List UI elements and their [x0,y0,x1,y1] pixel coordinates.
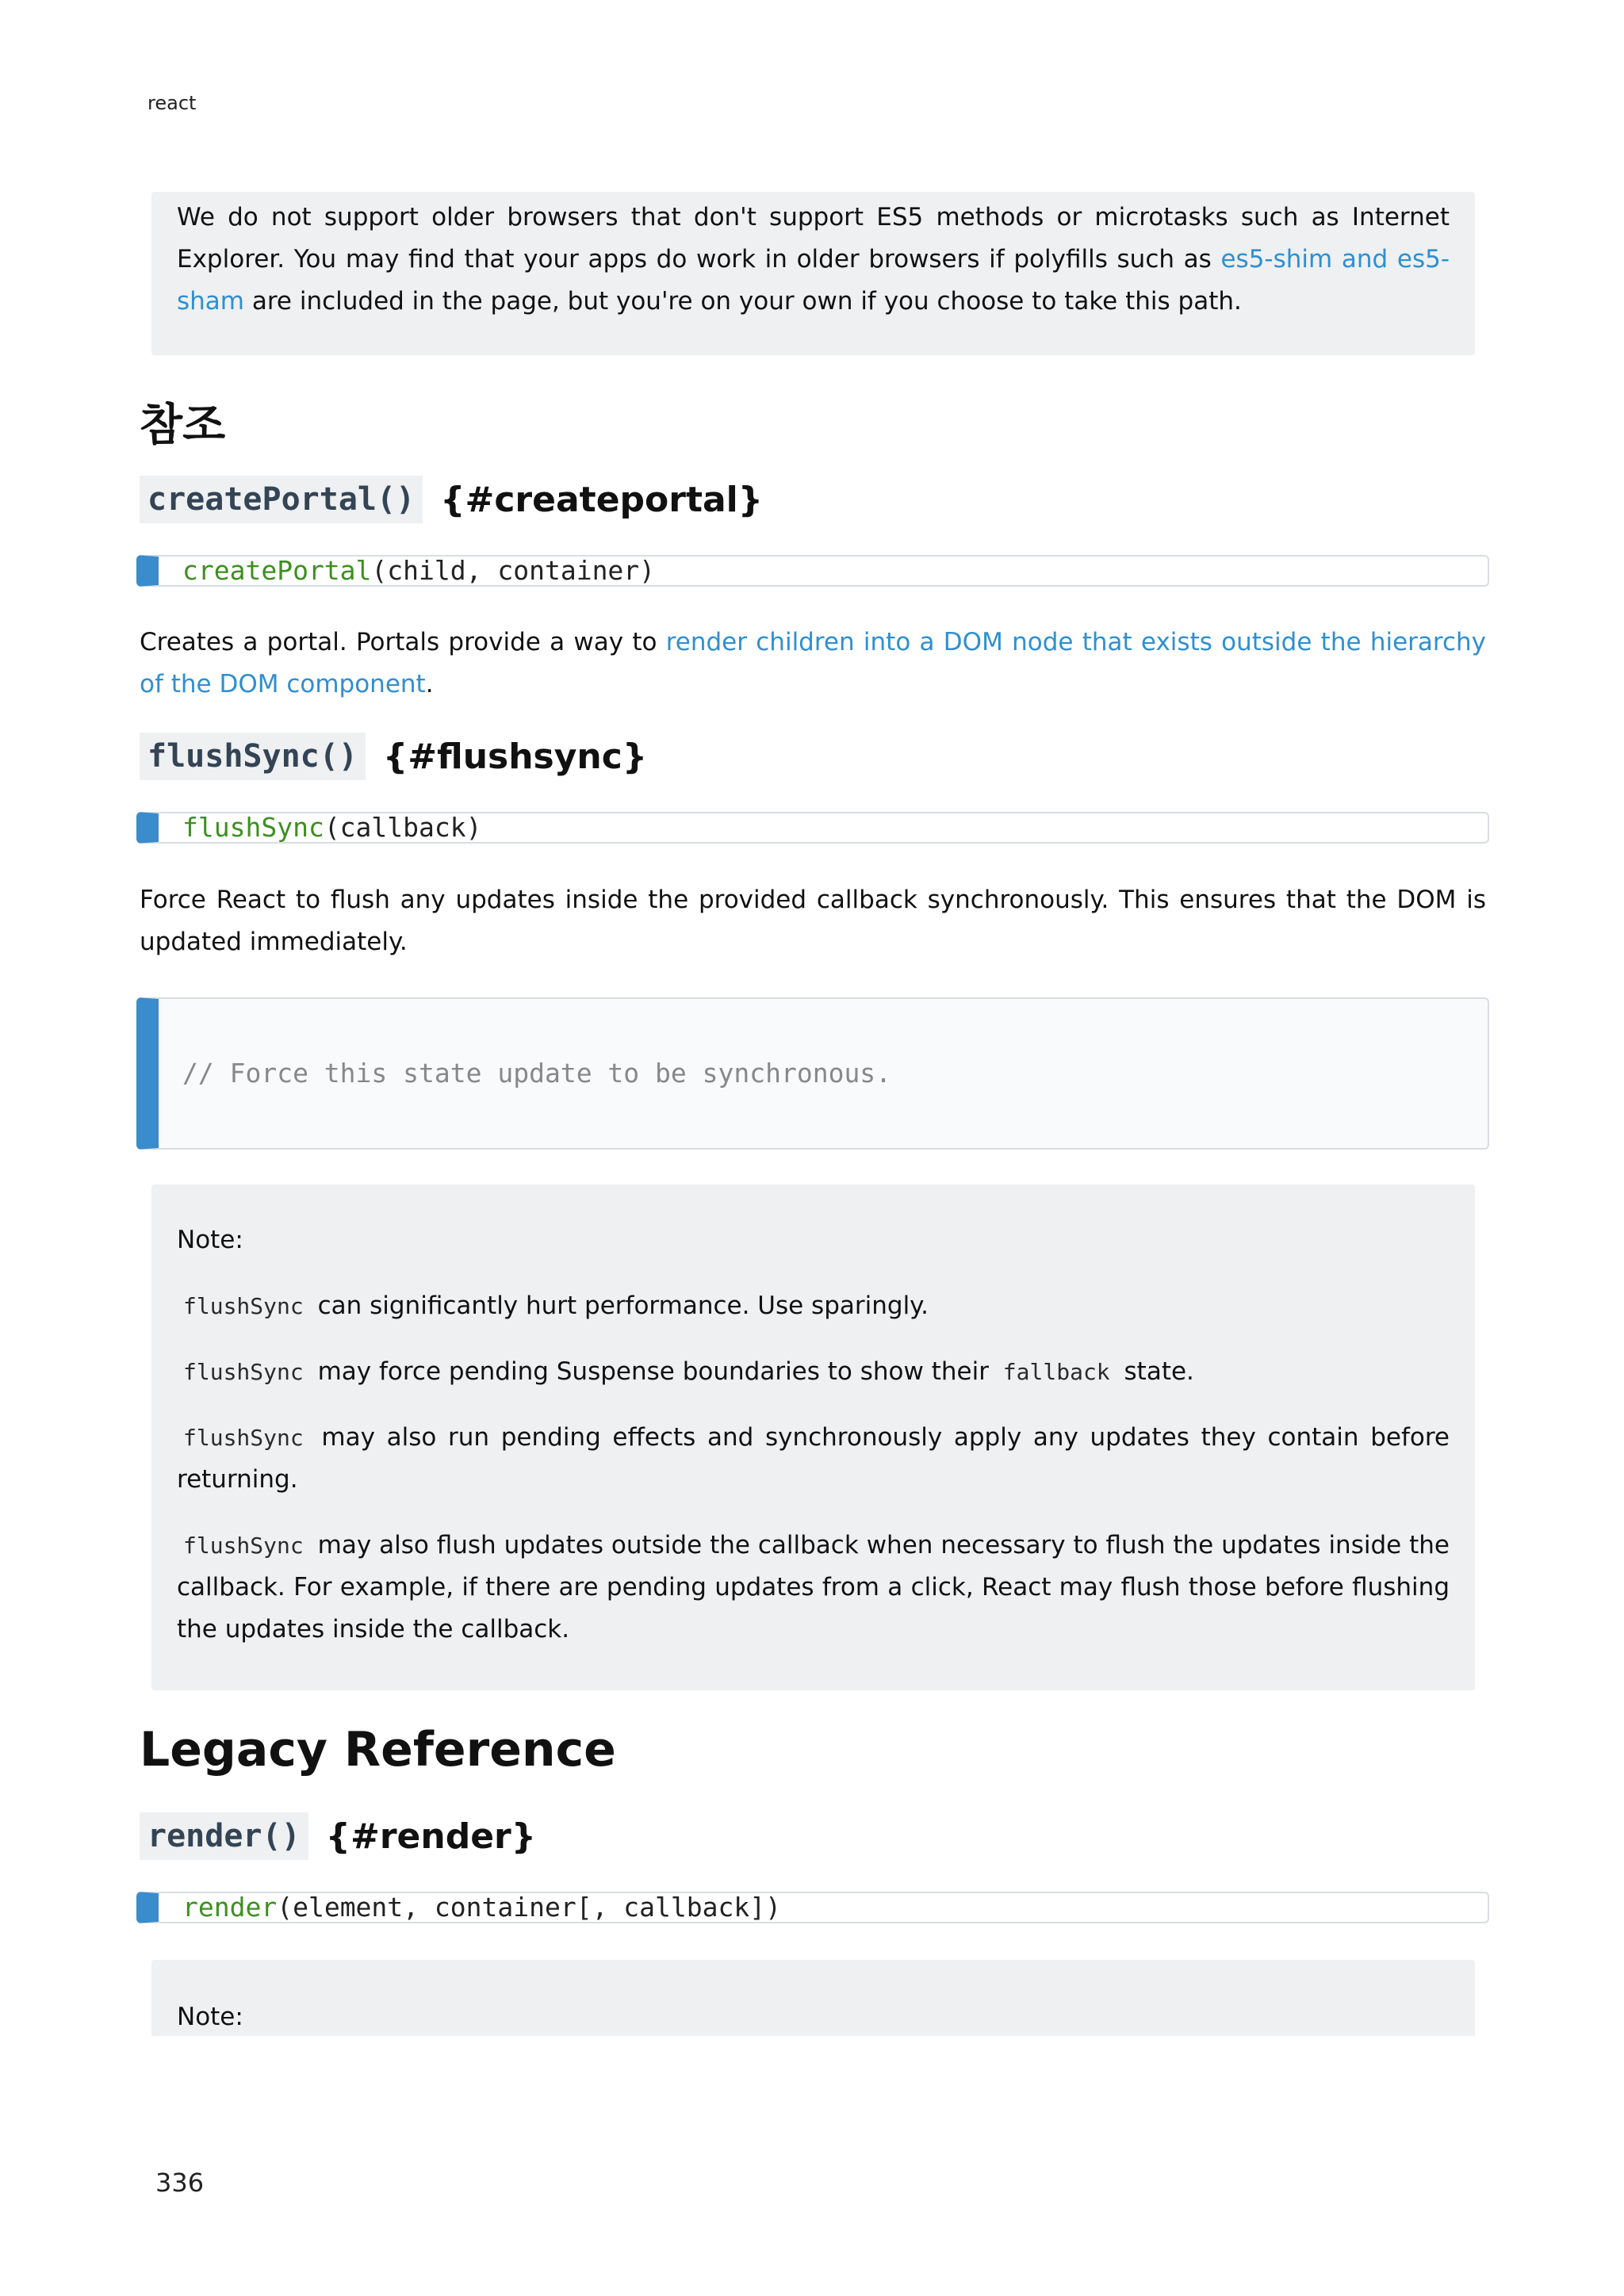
render-code-label: render() [140,1812,308,1860]
render-anchor: {#render} [325,1816,537,1857]
code-line-2 [182,1148,1488,1150]
heading-render [140,1812,536,1860]
heading-flush-sync [140,733,647,780]
note-item-2: flushSync may force pending Suspense boundaries to show their fallback state. [183,1357,1194,1386]
running-header: react [147,92,197,114]
heading-create-portal [140,476,763,523]
section-title-reference: 참조 [140,400,226,451]
flush-sync-signature: flushSync(callback) [136,812,1489,844]
section-title-legacy-reference: Legacy Reference [140,1722,616,1777]
render-note-label: Note: [177,2003,243,2031]
page-number: 336 [155,2168,205,2198]
flush-sync-code-label: flushSync() [140,733,366,780]
es5-shim-link[interactable]: es5-shim and es5-sham [177,245,1450,316]
es5-support-note [151,192,1475,355]
render-note [151,1960,1475,2036]
code-line-1: // Force this state update to be synchronous. [182,1058,892,1089]
note-label: Note: [177,1226,243,1254]
es5-note-text: We do not support older browsers that don't support ES5 methods or microtasks such as Internet Explorer. You may find that your apps do work in older browsers if polyfills such as es5-shim and es5-sham are included in the page, but you're on your own if you choose to take this path. [177,203,1450,316]
portals-link[interactable]: render children into a DOM node that exists outside the hierarchy of the DOM component [140,628,1486,698]
note-item-4: flushSync may also flush updates outside the callback when necessary to flush the updates inside the callback. For example, if there are pending updates from a click, React may flush those before flushing the updates inside the callback. [177,1531,1450,1644]
flush-sync-note [151,1184,1475,1690]
flush-sync-anchor: {#flushsync} [382,736,648,777]
create-portal-anchor: {#createportal} [440,479,764,520]
flush-sync-description: Force React to flush any updates inside the provided callback synchronously. This ensures that the DOM is updated immediately. [140,886,1486,956]
render-signature: render(element, container[, callback]) [136,1892,1489,1923]
note-item-3: flushSync may also run pending effects and synchronously apply any updates they contain before returning. [177,1423,1450,1494]
create-portal-description: Creates a portal. Portals provide a way to render children into a DOM node that exists outside the hierarchy of the DOM component. [140,628,1486,698]
create-portal-signature: createPortal(child, container) [136,555,1489,587]
create-portal-code-label: createPortal() [140,476,423,523]
note-item-1: flushSync can significantly hurt performance. Use sparingly. [183,1292,929,1320]
flush-sync-code-example [136,997,1489,1150]
